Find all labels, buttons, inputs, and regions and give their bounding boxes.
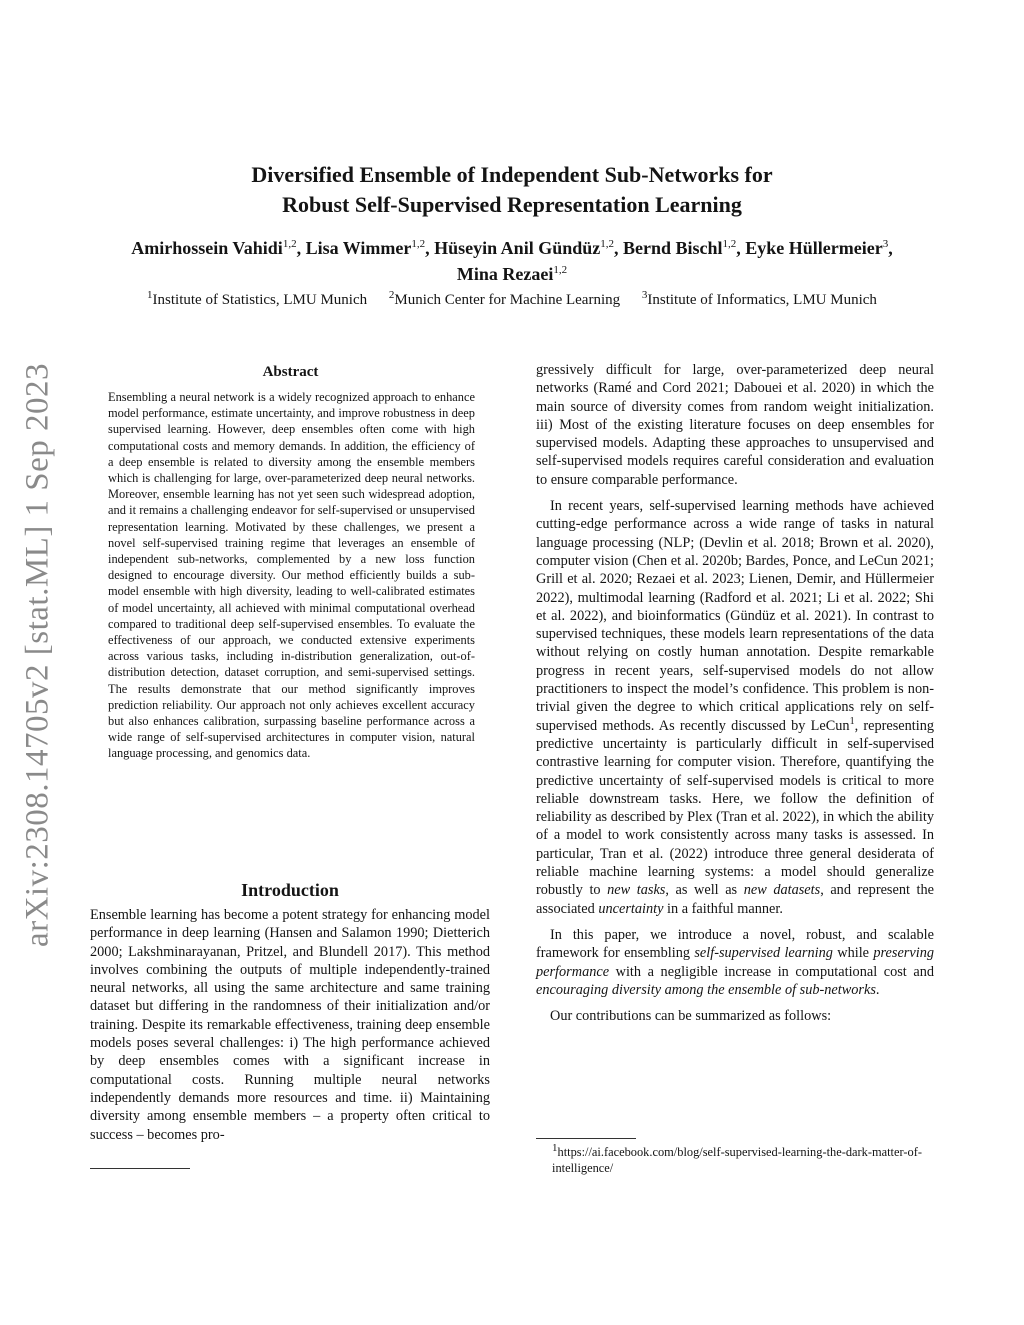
author-affil-sup: 1,2 — [722, 238, 737, 250]
affil-sup: 3 — [641, 289, 648, 301]
paragraph — [536, 497, 934, 918]
abstract-body — [108, 389, 475, 762]
introduction-heading: Introduction — [241, 880, 339, 900]
right-column — [536, 361, 934, 1033]
emphasis: uncertainty — [598, 900, 664, 917]
text-run: while — [832, 945, 874, 962]
author-affil-sup: 1,2 — [411, 238, 426, 250]
left-footnote-rule — [90, 1168, 190, 1169]
title-line-1: Diversified Ensemble of Independent Sub-Networks for — [251, 162, 773, 187]
paragraph — [536, 926, 934, 999]
text-run: In recent years, self-supervised learning methods have achieved cutting-edge performance across a wide range of tasks in natural language processing (NLP; (Devlin et al. 2018; Brown et al. 2020), computer vision (Chen et al. 2020b; Bardes, Ponce, and LeCun 2021; Grill et al. 2020; Rezaei et al. 2023; Lienen, Demir, and Hüllermeier 2022), multimodal learning (Radford et al. 2021; Li et al. 2022; Shi et al. 2022), and bioinformatics (Gündüz et al. 2021). In contrast to supervised techniques, these models learn representations of the data without relying on costly human annotation. Despite remarkable progress in recent years, self-supervised models do not allow practitioners to inspect the model’s confidence. This problem is non-trivial given the degree to which critical applications rely on self-supervised methods. As recently discussed by LeCun — [536, 498, 934, 734]
author-list: Amirhossein Vahidi$^{1,2}$, Lisa Wimmer$^{1,2}$, Hüseyin Anil Gündüz$^{1,2}$, Bernd Bischl$^{1,2}$, Eyke Hüllermeier$^3$, Mina Rezaei$^{1,2}$ — [131, 238, 893, 284]
introduction-body — [90, 906, 490, 1144]
text-run: . — [875, 981, 880, 998]
paragraph: gressively difficult for large, over-parameterized deep neural networks (Ramé and Cord 2021; Dabouei et al. 2020) in which the main source of diversity comes from random weight initialization. iii) Most of the existing literature focuses on deep ensembles for supervised models. Adapting these approaches to unsupervised and self-supervised models requires careful consideration and evaluation to ensure comparable performance. — [536, 362, 934, 488]
affil-sup: 2 — [388, 289, 395, 301]
author-name: Eyke Hüllermeier — [745, 238, 883, 258]
author-affil-sup: 3 — [882, 238, 889, 250]
paragraph: Our contributions can be summarized as follows: — [550, 1008, 832, 1025]
footnote-rule — [536, 1138, 636, 1139]
footnote-link[interactable]: https://ai.facebook.com/blog/self-supervised-learning-the-dark-matter-of-intelligence/ — [552, 1145, 922, 1176]
abstract-text: Ensembling a neural network is a widely recognized approach to enhance model performance, estimate uncertainty, and improve robustness in deep supervised learning. However, deep ensembles often come with high computational costs and memory demands. In addition, the efficiency of a deep ensemble is related to diversity among the ensemble members which is challenging for large, over-parameterized deep neural networks. Moreover, ensemble learning has not yet seen such widespread adoption, and it remains a challenging endeavor for self-supervised or unsupervised representation learning. Motivated by these challenges, we present a novel self-supervised training regime that leverages an ensemble of independent sub-networks, complemented by a new loss function designed to encourage diversity. Our method efficiently builds a sub-model ensemble with high diversity, leading to well-calibrated estimates of model uncertainty, all achieved with minimal computational overhead compared to traditional deep self-supervised ensembles. To evaluate the effectiveness of our approach, we conducted extensive experiments across various tasks, including in-distribution generalization, out-of-distribution detection, dataset corruption, and semi-supervised settings. The results demonstrate that our method significantly improves prediction reliability. Our approach not only achieves excellent accuracy but also enhances calibration, surpassing baseline performance across a wide range of self-supervised architectures in computer vision, natural language processing, and genomics data. — [108, 390, 475, 761]
author-affil-sup: 1,2 — [553, 264, 568, 276]
author-name: Amirhossein Vahidi — [131, 238, 283, 258]
arxiv-id: arXiv:2308.14705v2 [stat.ML] 1 Sep 2023 — [19, 362, 56, 948]
affiliation: Institute of Statistics, LMU Munich — [152, 292, 368, 308]
emphasis: self-supervised learning — [694, 945, 833, 962]
title-line-2: Robust Self-Supervised Representation Learning — [282, 192, 742, 217]
author-affil-sup: 1,2 — [600, 238, 614, 250]
emphasis: encouraging diversity among the ensemble of sub-networks — [536, 981, 876, 998]
author-affil-sup: 1,2 — [282, 238, 297, 250]
arxiv-stamp — [18, 350, 58, 960]
author-name: Lisa Wimmer — [305, 238, 412, 258]
affiliations — [0, 290, 1024, 310]
text-run: in a faithful manner. — [663, 900, 783, 917]
emphasis: new datasets — [743, 882, 821, 899]
author-name: Mina Rezaei — [456, 264, 554, 284]
footnote-marker[interactable]: 1 — [849, 715, 855, 727]
author-name: Bernd Bischl — [622, 238, 723, 258]
footnote-mark: 1 — [552, 1141, 558, 1154]
affil-sup: 1 — [147, 289, 153, 301]
paper-title — [0, 160, 1024, 220]
text-run: , representing predictive uncertainty is particularly difficult in self-supervised contrastive learning for computer vision. Therefore, quantifying the predictive uncertainty of self-supervised models is critical to more reliable downstream tasks. Here, we follow the definition of reliability as described by Plex (Tran et al. 2022), in which the ability of a model to work consistently across many tasks is assessed. In particular, Tran et al. (2022) introduce three general desiderata of reliable machine learning systems: a model should generalize robustly to — [536, 717, 935, 899]
author-name: Hüseyin Anil Gündüz — [434, 238, 601, 258]
footnote — [536, 1141, 934, 1176]
text-run: , as well as — [665, 882, 744, 899]
abstract-heading: Abstract — [262, 364, 319, 380]
affiliation: Institute of Informatics, LMU Munich — [647, 292, 877, 308]
text-run: , and represent the associated — [536, 882, 935, 917]
emphasis: preserving performance — [536, 945, 934, 980]
text-run: In this paper, we introduce a novel, robust, and scalable framework for ensembling — [536, 926, 934, 962]
emphasis: new tasks — [607, 882, 666, 899]
text-run: with a negligible increase in computational cost and — [609, 963, 934, 980]
affiliation: Munich Center for Machine Learning — [394, 292, 621, 308]
introduction-text: Ensemble learning has become a potent strategy for enhancing model performance in deep learning (Hansen and Salamon 1990; Dietterich 2000; Lakshminarayanan, Pritzel, and Blundell 2017). This method involves combining the outputs of multiple independently-trained neural networks, all using the same architecture and same training dataset but differing in the randomness of their initialization and/or training. Despite its remarkable effectiveness, training deep ensemble models poses several challenges: i) The high performance achieved by deep ensembles comes with a significant increase in computational costs. Running multiple neural networks independently demands more resources and time. ii) Maintaining diversity among ensemble members – a property often critical to success – becomes pro- — [90, 907, 490, 1143]
